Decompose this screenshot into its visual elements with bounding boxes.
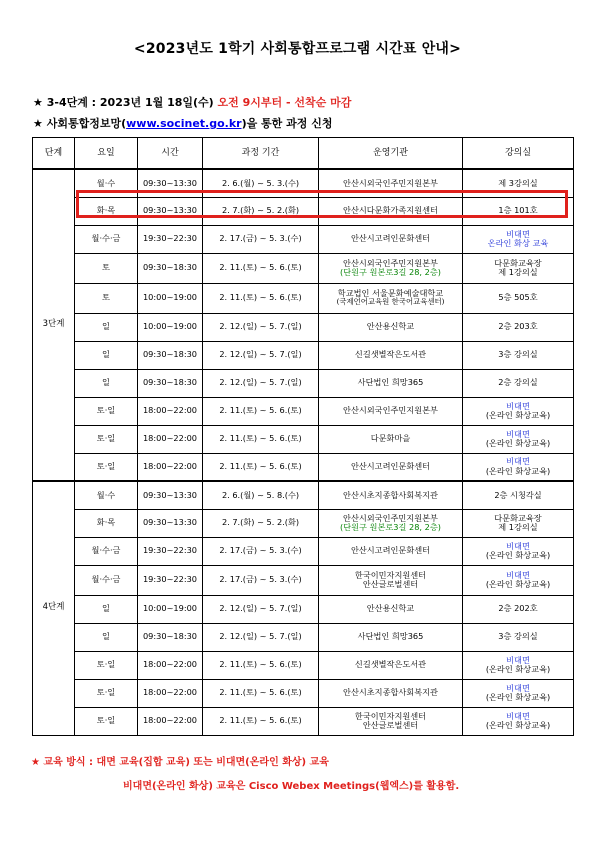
organization-cell (319, 651, 463, 679)
organization-name: 사단법인 희망365 (357, 377, 424, 388)
time-cell: 09:30~18:30 (138, 623, 203, 651)
room-label: 2층 강의실 (498, 377, 538, 388)
organization-detail: (국제언어교육원 한국어교육센터) (336, 297, 445, 307)
organization-name: 안산시초지종합사회복지관 (343, 489, 438, 500)
table-row (33, 679, 574, 707)
room-cell (463, 537, 574, 565)
day-cell: 토 (75, 283, 138, 313)
organization-cell (319, 225, 463, 253)
organization-name: 신길샛별작은도서관 (354, 659, 427, 670)
room-label: 2층 203호 (498, 321, 538, 332)
notice-site-prefix: 사회통합정보망( (46, 117, 127, 130)
organization-detail: (단원구 원본로3길 28, 2층) (340, 267, 441, 277)
day-cell: 화·목 (75, 197, 138, 225)
room-cell (463, 509, 574, 537)
period-cell: 2. 12.(일) ~ 5. 7.(일) (203, 341, 319, 369)
organization-name: 안산시외국인주민지원본부 (343, 257, 438, 268)
period-cell: 2. 17.(금) ~ 5. 3.(수) (203, 225, 319, 253)
time-cell: 09:30~13:30 (138, 509, 203, 537)
organization-cell (319, 537, 463, 565)
room-label: 3층 강의실 (498, 349, 538, 360)
room-label: 1층 101호 (498, 205, 538, 216)
day-cell: 토 (75, 253, 138, 283)
room-cell (463, 225, 574, 253)
time-cell: 09:30~13:30 (138, 197, 203, 225)
room-cell (463, 313, 574, 341)
room-label: 5층 505호 (498, 292, 538, 303)
period-cell: 2. 11.(토) ~ 5. 6.(토) (203, 397, 319, 425)
day-cell: 월·수·금 (75, 537, 138, 565)
room-cell (463, 679, 574, 707)
organization-cell (319, 623, 463, 651)
notice-date-text: 3-4단계 : 2023년 1월 18일(수) (46, 96, 218, 109)
room-cell (463, 481, 574, 509)
organization-cell (319, 313, 463, 341)
organization-name: 안산시외국인주민지원본부 (343, 405, 438, 416)
time-cell: 18:00~22:00 (138, 453, 203, 481)
time-cell: 10:00~19:00 (138, 283, 203, 313)
table-row (33, 595, 574, 623)
period-cell: 2. 12.(일) ~ 5. 7.(일) (203, 623, 319, 651)
room-detail: (온라인 화상교육) (485, 410, 551, 420)
organization-cell (319, 425, 463, 453)
organization-detail: (단원구 원본로3길 28, 2층) (340, 522, 441, 532)
header-organization: 운영기관 (319, 138, 463, 170)
notice-time-highlight: 오전 9시부터 - 선착순 마감 (217, 96, 352, 109)
time-cell: 09:30~18:30 (138, 253, 203, 283)
socinet-link[interactable]: www.socinet.go.kr (126, 117, 242, 130)
organization-name: 한국이민자지원센터 (354, 569, 427, 580)
period-cell: 2. 11.(토) ~ 5. 6.(토) (203, 253, 319, 283)
table-row (33, 169, 574, 197)
organization-name: 안산시초지종합사회복지관 (343, 687, 438, 698)
time-cell: 18:00~22:00 (138, 651, 203, 679)
organization-name: 안산시외국인주민지원본부 (343, 512, 438, 523)
header-time: 시간 (138, 138, 203, 170)
organization-name: 학교법인 서울문화예술대학교 (337, 288, 444, 299)
organization-cell (319, 565, 463, 595)
room-label: 비대면 (506, 682, 530, 693)
period-cell: 2. 17.(금) ~ 5. 3.(수) (203, 565, 319, 595)
time-cell: 19:30~22:30 (138, 225, 203, 253)
organization-name: 안산시다문화가족지원센터 (343, 205, 438, 216)
period-cell: 2. 11.(토) ~ 5. 6.(토) (203, 651, 319, 679)
day-cell: 화·목 (75, 509, 138, 537)
room-cell (463, 565, 574, 595)
organization-name: 다문화마을 (370, 433, 411, 444)
day-cell: 토·일 (75, 397, 138, 425)
room-label: 비대면 (506, 654, 530, 665)
organization-cell (319, 509, 463, 537)
room-cell (463, 341, 574, 369)
period-cell: 2. 11.(토) ~ 5. 6.(토) (203, 453, 319, 481)
room-cell (463, 623, 574, 651)
room-detail: (온라인 화상교육) (485, 579, 551, 589)
level-cell: 3단계 (33, 169, 75, 481)
room-label: 비대면 (506, 456, 530, 467)
table-row (33, 481, 574, 509)
organization-name: 안산시외국인주민지원본부 (343, 177, 438, 188)
room-detail: (온라인 화상교육) (485, 438, 551, 448)
room-label: 비대면 (506, 710, 530, 721)
room-detail: (온라인 화상교육) (485, 550, 551, 560)
page-title: <2023년도 1학기 사회통합프로그램 시간표 안내> (133, 41, 462, 57)
time-cell: 10:00~19:00 (138, 313, 203, 341)
table-row (33, 707, 574, 735)
time-cell: 19:30~22:30 (138, 537, 203, 565)
header-period: 과정 기간 (203, 138, 319, 170)
organization-cell (319, 453, 463, 481)
header-level: 단계 (33, 138, 75, 170)
room-label: 비대면 (506, 228, 530, 239)
day-cell: 월·수 (75, 481, 138, 509)
time-cell: 18:00~22:00 (138, 425, 203, 453)
room-label: 2층 시청각실 (494, 489, 542, 500)
star-icon: ★ (33, 117, 43, 130)
period-cell: 2. 11.(토) ~ 5. 6.(토) (203, 679, 319, 707)
period-cell: 2. 6.(월) ~ 5. 8.(수) (203, 481, 319, 509)
room-cell (463, 453, 574, 481)
room-cell (463, 651, 574, 679)
period-cell: 2. 6.(월) ~ 5. 3.(수) (203, 169, 319, 197)
time-cell: 18:00~22:00 (138, 707, 203, 735)
organization-cell (319, 595, 463, 623)
table-row (33, 283, 574, 313)
day-cell: 일 (75, 623, 138, 651)
table-row (33, 197, 574, 225)
day-cell: 일 (75, 369, 138, 397)
time-cell: 09:30~13:30 (138, 481, 203, 509)
organization-cell (319, 341, 463, 369)
time-cell: 09:30~18:30 (138, 341, 203, 369)
table-row (33, 651, 574, 679)
room-label: 비대면 (506, 540, 530, 551)
day-cell: 토·일 (75, 707, 138, 735)
footer-method-note (31, 753, 329, 768)
room-cell (463, 283, 574, 313)
schedule-body (33, 169, 574, 735)
room-label: 2층 202호 (498, 603, 538, 614)
time-cell: 09:30~18:30 (138, 369, 203, 397)
organization-cell (319, 707, 463, 735)
header-day: 요일 (75, 138, 138, 170)
table-row (33, 341, 574, 369)
organization-name: 안산용신학교 (366, 321, 415, 332)
level-cell: 4단계 (33, 481, 75, 735)
table-row (33, 313, 574, 341)
time-cell: 18:00~22:00 (138, 397, 203, 425)
organization-cell (319, 679, 463, 707)
room-cell (463, 425, 574, 453)
organization-cell (319, 253, 463, 283)
room-detail: 온라인 화상 교육 (487, 238, 549, 248)
room-cell (463, 595, 574, 623)
time-cell: 18:00~22:00 (138, 679, 203, 707)
day-cell: 월·수·금 (75, 565, 138, 595)
day-cell: 토·일 (75, 425, 138, 453)
table-row (33, 397, 574, 425)
room-label: 다문화교육장 (494, 512, 542, 523)
organization-cell (319, 283, 463, 313)
organization-name: 안산시고려인문화센터 (350, 461, 431, 472)
time-cell: 19:30~22:30 (138, 565, 203, 595)
room-label: 다문화교육장 (494, 257, 542, 268)
room-detail: (온라인 화상교육) (485, 692, 551, 702)
star-icon: ★ (33, 96, 43, 109)
day-cell: 월·수 (75, 169, 138, 197)
room-label: 비대면 (506, 400, 530, 411)
period-cell: 2. 11.(토) ~ 5. 6.(토) (203, 707, 319, 735)
table-row (33, 453, 574, 481)
period-cell: 2. 7.(화) ~ 5. 2.(화) (203, 509, 319, 537)
schedule-table (32, 137, 574, 736)
day-cell: 일 (75, 595, 138, 623)
day-cell: 토·일 (75, 651, 138, 679)
notice-application-site (33, 115, 332, 131)
room-detail: (온라인 화상교육) (485, 664, 551, 674)
table-row (33, 225, 574, 253)
footer-line-1: 교육 방식 : 대면 교육(집합 교육) 또는 비대면(온라인 화상) 교육 (43, 757, 329, 768)
period-cell: 2. 12.(일) ~ 5. 7.(일) (203, 369, 319, 397)
period-cell: 2. 12.(일) ~ 5. 7.(일) (203, 313, 319, 341)
organization-name: 안산시고려인문화센터 (350, 545, 431, 556)
time-cell: 10:00~19:00 (138, 595, 203, 623)
room-cell (463, 707, 574, 735)
room-label: 제 3강의실 (498, 177, 538, 188)
table-row (33, 509, 574, 537)
table-header-row (33, 138, 574, 170)
room-cell (463, 169, 574, 197)
notice-site-suffix: )을 통한 과정 신청 (241, 117, 333, 130)
period-cell: 2. 7.(화) ~ 5. 2.(화) (203, 197, 319, 225)
organization-cell (319, 481, 463, 509)
table-row (33, 369, 574, 397)
organization-detail: 안산글로벌센터 (362, 579, 419, 589)
room-cell (463, 397, 574, 425)
room-cell (463, 197, 574, 225)
day-cell: 토·일 (75, 453, 138, 481)
day-cell: 일 (75, 313, 138, 341)
room-label: 비대면 (506, 428, 530, 439)
table-row (33, 565, 574, 595)
organization-name: 한국이민자지원센터 (354, 710, 427, 721)
table-row (33, 623, 574, 651)
organization-cell (319, 169, 463, 197)
room-detail: (온라인 화상교육) (485, 465, 551, 476)
organization-detail: 안산글로벌센터 (362, 720, 419, 730)
period-cell: 2. 12.(일) ~ 5. 7.(일) (203, 595, 319, 623)
organization-name: 안산용신학교 (366, 603, 415, 614)
day-cell: 토·일 (75, 679, 138, 707)
room-detail: 제 1강의실 (498, 522, 538, 532)
day-cell: 일 (75, 341, 138, 369)
period-cell: 2. 17.(금) ~ 5. 3.(수) (203, 537, 319, 565)
notice-application-date (33, 94, 351, 110)
table-row (33, 537, 574, 565)
organization-name: 안산시고려인문화센터 (350, 233, 431, 244)
header-room: 강의실 (463, 138, 574, 170)
organization-cell (319, 197, 463, 225)
footer-webex-note: 비대면(온라인 화상) 교육은 Cisco Webex Meetings(웹엑스)를 활용함. (123, 781, 460, 792)
room-detail: (온라인 화상교육) (485, 720, 551, 730)
organization-name: 사단법인 희망365 (357, 631, 424, 642)
period-cell: 2. 11.(토) ~ 5. 6.(토) (203, 425, 319, 453)
star-icon: ★ (31, 757, 40, 768)
room-cell (463, 369, 574, 397)
organization-cell (319, 397, 463, 425)
room-label: 비대면 (506, 569, 530, 580)
table-row (33, 253, 574, 283)
organization-name: 신길샛별작은도서관 (354, 349, 427, 360)
room-detail: 제 1강의실 (498, 267, 538, 277)
organization-cell (319, 369, 463, 397)
room-label: 3층 강의실 (498, 631, 538, 642)
period-cell: 2. 11.(토) ~ 5. 6.(토) (203, 283, 319, 313)
time-cell: 09:30~13:30 (138, 169, 203, 197)
day-cell: 월·수·금 (75, 225, 138, 253)
table-row (33, 425, 574, 453)
room-cell (463, 253, 574, 283)
